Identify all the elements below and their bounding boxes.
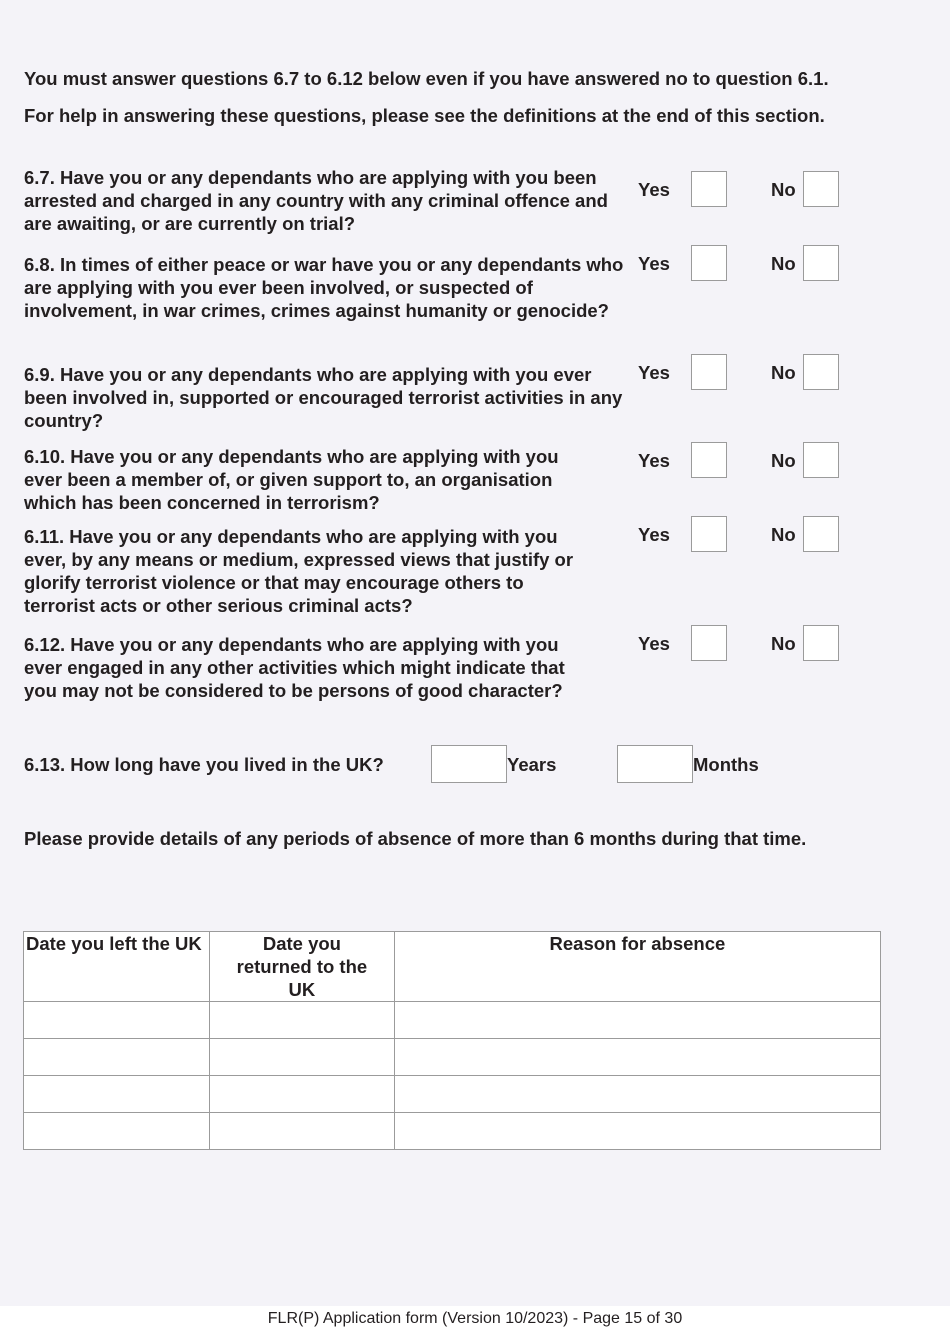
table-row — [24, 1002, 881, 1039]
question-6-12: 6.12. Have you or any dependants who are applying with you ever engaged in any other activities which might indicate that you may not be considered to be persons of good character? — [24, 634, 565, 701]
no-label: No — [771, 362, 796, 383]
reason-cell[interactable] — [394, 1002, 880, 1039]
yes-label: Yes — [638, 633, 670, 654]
q6-9-yes-checkbox[interactable] — [691, 354, 727, 390]
years-label: Years — [507, 754, 557, 775]
q6-12-yes-checkbox[interactable] — [691, 625, 727, 661]
date-returned-cell[interactable] — [209, 1113, 394, 1150]
yes-label: Yes — [638, 524, 670, 545]
question-6-10: 6.10. Have you or any dependants who are applying with you ever been a member of, or given support to, an organisation which has been concerned in terrorism? — [24, 446, 559, 513]
months-input[interactable] — [617, 745, 693, 783]
no-label: No — [771, 253, 796, 274]
date-left-cell[interactable] — [24, 1039, 210, 1076]
intro-instruction: You must answer questions 6.7 to 6.12 below even if you have answered no to question 6.1. — [24, 68, 829, 89]
intro-help: For help in answering these questions, please see the definitions at the end of this section. — [24, 105, 825, 126]
date-left-cell[interactable] — [24, 1076, 210, 1113]
q6-12-no-checkbox[interactable] — [803, 625, 839, 661]
q6-11-no-checkbox[interactable] — [803, 516, 839, 552]
question-6-7: 6.7. Have you or any dependants who are applying with you been arrested and charged in any country with any criminal offence and are awaiting, or are currently on trial? — [24, 167, 608, 234]
q6-8-no-checkbox[interactable] — [803, 245, 839, 281]
question-6-11: 6.11. Have you or any dependants who are applying with you ever, by any means or medium, expressed views that justify or glorify terrorist violence or that may encourage others to terrorist acts or other serious criminal acts? — [24, 526, 574, 616]
q6-10-yes-checkbox[interactable] — [691, 442, 727, 478]
q6-9-no-checkbox[interactable] — [803, 354, 839, 390]
date-returned-cell[interactable] — [209, 1002, 394, 1039]
question-6-13: 6.13. How long have you lived in the UK? — [24, 754, 384, 775]
date-returned-cell[interactable] — [209, 1076, 394, 1113]
q6-10-no-checkbox[interactable] — [803, 442, 839, 478]
column-header-date-returned: Date you returned to the UK — [209, 932, 394, 1002]
absence-table — [23, 931, 881, 1150]
table-row — [24, 1039, 881, 1076]
page-footer: FLR(P) Application form (Version 10/2023) - Page 15 of 30 — [267, 1310, 683, 1327]
reason-cell[interactable] — [394, 1076, 880, 1113]
table-row — [24, 1113, 881, 1150]
date-left-cell[interactable] — [24, 1002, 210, 1039]
yes-label: Yes — [638, 450, 670, 471]
q6-7-yes-checkbox[interactable] — [691, 171, 727, 207]
yes-label: Yes — [638, 253, 670, 274]
absence-table-header — [24, 932, 881, 1002]
question-6-8: 6.8. In times of either peace or war have you or any dependants who are applying with you ever been involved, or suspected of involvement, in war crimes, crimes against humanity or genocide? — [24, 254, 624, 321]
q6-7-no-checkbox[interactable] — [803, 171, 839, 207]
q6-11-yes-checkbox[interactable] — [691, 516, 727, 552]
no-label: No — [771, 524, 796, 545]
table-row — [24, 1076, 881, 1113]
years-input[interactable] — [431, 745, 507, 783]
months-label: Months — [693, 754, 759, 775]
yes-label: Yes — [638, 362, 670, 383]
reason-cell[interactable] — [394, 1113, 880, 1150]
q6-8-yes-checkbox[interactable] — [691, 245, 727, 281]
column-header-date-left: Date you left the UK — [24, 932, 210, 1002]
question-6-9: 6.9. Have you or any dependants who are applying with you ever been involved in, supported or encouraged terrorist activities in any country? — [24, 364, 623, 431]
reason-cell[interactable] — [394, 1039, 880, 1076]
absence-prompt: Please provide details of any periods of absence of more than 6 months during that time. — [24, 828, 807, 849]
no-label: No — [771, 450, 796, 471]
no-label: No — [771, 179, 796, 200]
date-returned-cell[interactable] — [209, 1039, 394, 1076]
yes-label: Yes — [638, 179, 670, 200]
no-label: No — [771, 633, 796, 654]
column-header-reason: Reason for absence — [394, 932, 880, 1002]
date-left-cell[interactable] — [24, 1113, 210, 1150]
